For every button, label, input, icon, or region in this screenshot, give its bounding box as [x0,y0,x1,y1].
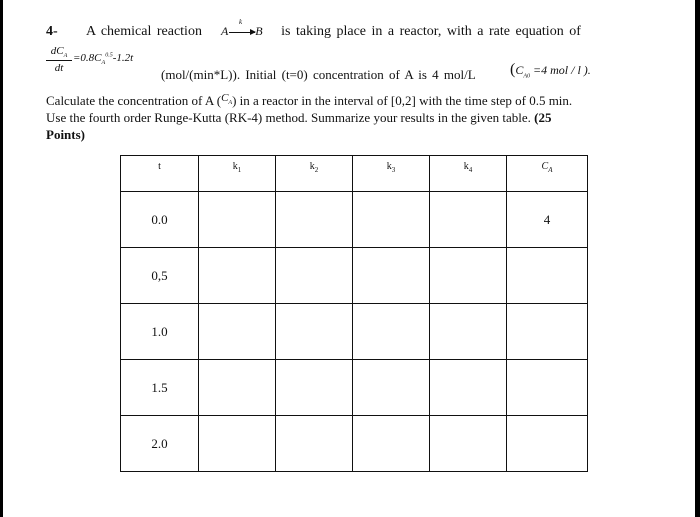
cell-k2[interactable] [276,360,353,416]
table-row [121,416,588,472]
cell-t: 2.0 [121,416,199,472]
rate-constant-label: k [238,18,243,26]
header-k2: $k_2$ [276,156,353,192]
table-header-row [121,156,588,192]
cell-k4[interactable] [430,248,507,304]
reaction-arrow-icon [229,32,255,33]
right-frame-border [695,0,700,517]
rate-denominator: dt [54,62,64,75]
reactant: A [220,24,229,38]
cell-k1[interactable] [199,360,276,416]
question-line-1 [86,18,581,40]
left-frame-border [0,0,3,517]
cell-k2[interactable] [276,248,353,304]
cell-ca[interactable] [507,304,588,360]
cell-t: 0.0 [121,192,199,248]
cell-k3[interactable] [353,304,430,360]
reaction-equation [220,18,268,38]
cell-k4[interactable] [430,416,507,472]
table-row [121,304,588,360]
cell-ca[interactable]: 4 [507,192,588,248]
table-row [121,248,588,304]
question-line-4: Use the fourth order Runge-Kutta (RK-4) method. Summarize your results in the given table. (25 [46,110,552,125]
question-line-3: Calculate the concentration of A $(C_A)$ in a reactor in the interval of [0,2] with the time step of 0.5 min. [46,92,573,108]
results-table [120,155,588,472]
cell-k4[interactable] [430,304,507,360]
cell-ca[interactable] [507,416,588,472]
cell-k1[interactable] [199,416,276,472]
cell-k1[interactable] [199,248,276,304]
cell-k4[interactable] [430,360,507,416]
ca-symbol: $C_A$ [221,92,233,107]
cell-k2[interactable] [276,192,353,248]
cell-t: 1.0 [121,304,199,360]
cell-k1[interactable] [199,304,276,360]
cell-t: 1.5 [121,360,199,416]
units-and-initial-text: (mol/(min*L)). Initial (t=0) concentration of A is 4 mol/L [161,67,476,82]
cell-k1[interactable] [199,192,276,248]
intro-text: A chemical reaction [86,24,202,39]
cell-k3[interactable] [353,192,430,248]
cell-k4[interactable] [430,192,507,248]
question-number: 4- [46,24,58,39]
header-t: t [121,156,199,192]
cell-t: 0,5 [121,248,199,304]
intro-rest-text: is taking place in a reactor, with a rate equation of [281,24,581,39]
cell-ca[interactable] [507,360,588,416]
points-label-start: (25 [534,110,552,125]
header-k3: $k_3$ [353,156,430,192]
header-k1: $k_1$ [199,156,276,192]
cell-k3[interactable] [353,360,430,416]
cell-ca[interactable] [507,248,588,304]
initial-condition: ($C_{A0} =4$ mol / l ). [510,61,591,80]
table-row [121,360,588,416]
cell-k3[interactable] [353,248,430,304]
rate-fraction [46,45,72,74]
header-k4: $k_4$ [430,156,507,192]
cell-k2[interactable] [276,304,353,360]
cell-k3[interactable] [353,416,430,472]
product: B [255,24,263,38]
table-row [121,192,588,248]
points-label-end: Points) [46,127,85,142]
cell-k2[interactable] [276,416,353,472]
header-ca: $C_A$ [507,156,588,192]
rate-numerator: $dC_A$ [46,45,72,61]
rate-equation-rhs: $=0.8C_A^{0.5}-1.2t$ [73,52,134,67]
